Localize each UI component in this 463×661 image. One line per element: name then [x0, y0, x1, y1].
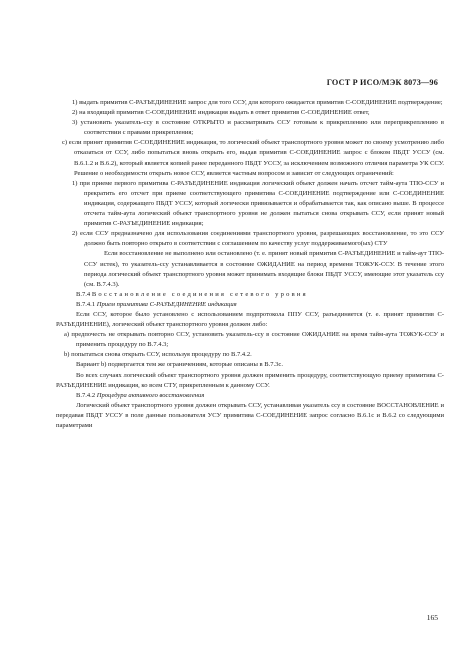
list-item-c1: 1) при приеме первого примитива С-РАЗЪЕДИНЕНИЕ индикация логический объект должен начать отсчет тайм-аута ТПО-ССУ и прекратить его отсчет при приеме соответствующего примитива С-СОЕДИНЕНИЕ подтверждение или С-СОЕДИНЕНИЕ индикация, содержащего ПБДТ УССУ, который логически привязывается и обрабатывается так, как описано выше. В процессе отсчета тайм-аута логический объект транспортного уровня не должен пытаться снова открывать ССУ, если принят новый примитив С-РАЗЪЕДИНЕНИЕ индикация; [72, 179, 444, 228]
page-body [56, 98, 444, 431]
list-item-b3: 3) установить указатель-ссу в состояние ОТКРЫТО и рассматривать ССУ готовым к прикреплению или переприкреплению в соответствии с правами прикрепления; [72, 119, 444, 137]
list-item-c2: 2) если ССУ предназначено для использования соединениями транспортного уровня, разрешающих восстановление, то это ССУ должно быть повторно открыто в соответствии с соглашением по качеству услуг поддерживаемого(ых) СТУ [72, 230, 444, 248]
list-item-b2: 2) на входящий примитив С-СОЕДИНЕНИЕ индикация выдать в ответ примитив С-СОЕДИНЕНИЕ ответ, [72, 109, 370, 117]
subsection-number: В.7.4.2 [76, 391, 96, 399]
section-number: В.7.4 [76, 290, 91, 298]
subsection-title: Прием примитива С-РАЗЪЕДИНЕНИЕ индикация [96, 300, 237, 308]
subsection-heading-b742 [56, 391, 444, 401]
section-heading-b74 [56, 290, 444, 300]
list-item-b1: 1) выдать примитив С-РАЗЪЕДИНЕНИЕ запрос для того ССУ, для которого ожидается примитив С-СОЕДИНЕНИЕ подтверждение; [72, 99, 443, 106]
list-item-a: a) предпочесть не открывать повторно ССУ, установить указатель-ссу в состояние ОЖИДАНИЕ на время тайм-аута ТОЖУК-ССУ и применить процедуру по В.7.4.3; [64, 331, 444, 349]
page-number: 165 [426, 613, 438, 622]
section-title: Восстановление соединения сетевого уровня [91, 290, 308, 298]
paragraph: Во всех случаях логический объект транспортного уровня должен применить процедуру, соответствующую приему примитива С-РАЗЪЕДИНЕНИЕ индикация, ко всем СТУ, прикрепленным к данному ССУ. [56, 371, 444, 389]
paragraph-c2-continued: Если восстановление не выполнено или остановлено (т. е. принят новый примитив С-РАЗЪЕДИНЕНИЕ и тайм-аут ТПО-ССУ истек), то указатель-ссу устанавливается в состояние ОЖИДАНИЕ на период времени ТОЖУК-ССУ. В течение этого периода логический объект транспортного уровня может принимать входящие блоки ПБДТ УССУ, имеющие этот указатель ссу (см. В.7.4.3). [84, 250, 444, 288]
subsection-heading-b741 [56, 300, 444, 310]
paragraph: Если ССУ, которое было установлено с использованием подпротокола ППУ ССУ, разъединяется (т. е. принят примитив С-РАЗЪЕДИНЕНИЕ), логический объект транспортного уровня должен либо: [56, 310, 444, 329]
page-header: ГОСТ Р ИСО/МЭК 8073—96 [326, 78, 438, 87]
paragraph: Логический объект транспортного уровня должен открывать ССУ, устанавливая указатель ссу в состояние ВОССТАНОВЛЕНИЕ и передавая ПБДТ УССУ в поле данные пользователя УСУ примитива С-СОЕДИНЕНИЕ запрос согласно В.6.1с и В.6.2 со следующими параметрами [56, 401, 444, 429]
list-item-c: с) если принят примитив С-СОЕДИНЕНИЕ индикация, то логический объект транспортного уровня может по своему усмотрению либо отказаться от ССУ, либо попытаться вновь открыть его, выдав примитив С-СОЕДИНЕНИЕ запрос с блоком ПБДТ УССУ (см. В.6.1.2 и В.6.2), который является копией ранее переданного ПБДТ УССУ, за исключением возможного отличия параметра УК ССУ. Решение о необходимости открыть новое ССУ, является частным вопросом и зависит от следующих ограничений: [62, 139, 444, 177]
list-item-b: b) попытаться снова открыть ССУ, используя процедуру по В.7.4.2. [64, 351, 252, 359]
subsection-number: В.7.4.1 [76, 300, 96, 308]
paragraph: Вариант b) подвергается тем же ограничениям, которые описаны в В.7.3с. [76, 361, 283, 369]
subsection-title: Процедура активного восстановления [96, 391, 205, 399]
